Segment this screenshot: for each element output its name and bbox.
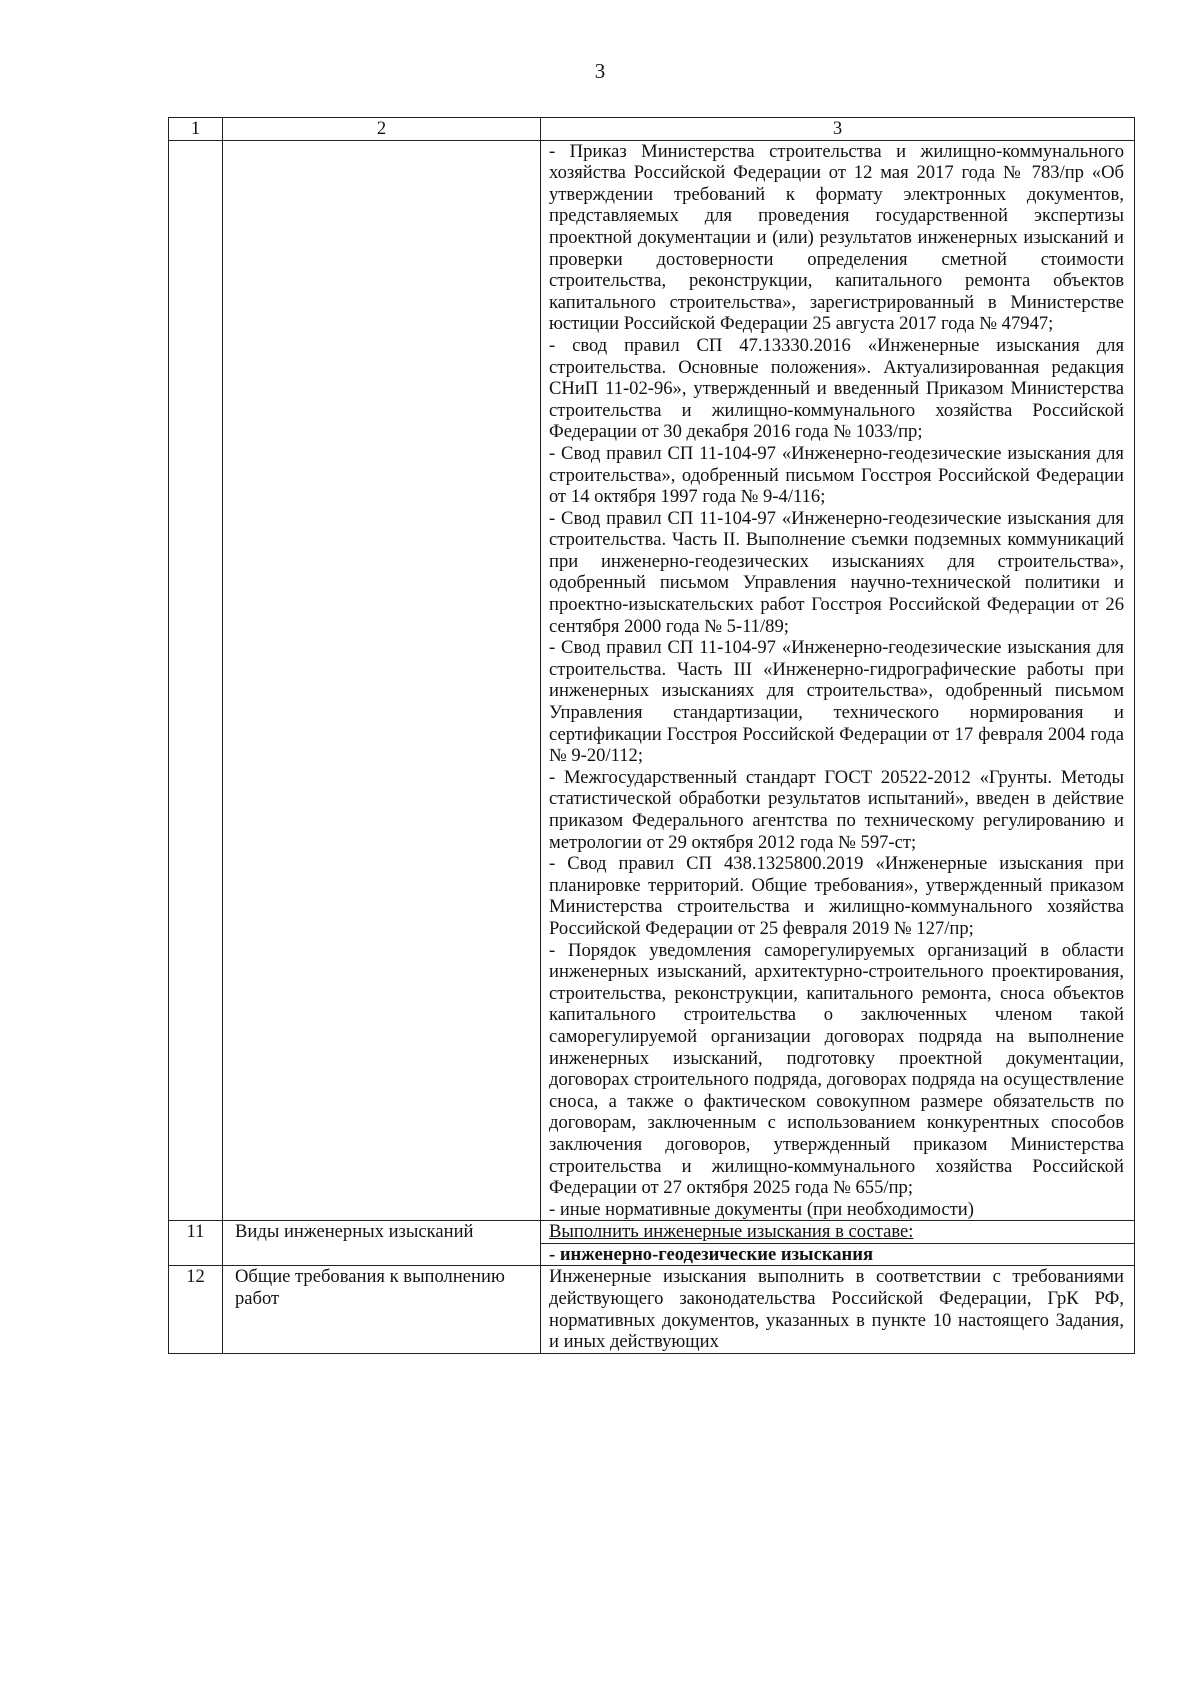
row-10-content-cell [541,140,1135,1221]
table-row-12 [169,1266,1135,1353]
header-col-1: 1 [169,118,223,141]
row-12-title: Общие требования к выполнению работ [223,1266,541,1353]
survey-type-item: - инженерно-геодезические изыскания [541,1243,1134,1266]
survey-composition-intro: Выполнить инженерные изыскания в составе: [549,1221,914,1243]
general-requirements-text: Инженерные изыскания выполнить в соответствии с требованиями действующего законодательства Российской Федерации, ГрК РФ, нормативных документов, указанных в пункте 10 настоящего Задания, и иных действующих [549,1266,1124,1353]
row-11-number: 11 [169,1221,223,1266]
regulation-paragraph: - Свод правил СП 11-104-97 «Инженерно-геодезические изыскания для строительства», одобренный письмом Госстроя Российской Федерации от 14 октября 1997 года № 9-4/116; [549,442,1124,508]
requirements-table [168,117,1135,1354]
row-11-content [541,1221,1135,1266]
regulation-paragraph: - иные нормативные документы (при необходимости) [549,1198,974,1220]
header-col-2: 2 [223,118,541,141]
regulation-paragraph: - Межгосударственный стандарт ГОСТ 20522-2012 «Грунты. Методы статистической обработки результатов испытаний», введен в действие приказом Федерального агентства по техническому регулированию и метрологии от 29 октября 2012 года № 597-ст; [549,766,1124,853]
regulation-paragraph: - Порядок уведомления саморегулируемых организаций в области инженерных изысканий, архитектурно-строительного проектирования, строительства, реконструкции, капитального ремонта, сноса объектов капитального строительства о заключенных членом такой саморегулируемой организации договорах подряда на выполнение инженерных изысканий, подготовку проектной документации, договорах строительного подряда, договорах подряда на осуществление сноса, а также о фактическом совокупном размере обязательств по договорам, заключенным с использованием конкурентных способов заключения договоров, утвержденный приказом Министерства строительства и жилищно-коммунального хозяйства Российской Федерации от 27 октября 2025 года № 655/пр; [549,939,1124,1199]
header-col-3: 3 [541,118,1135,141]
row-12-content [541,1266,1135,1353]
row-11-title: Виды инженерных изысканий [223,1221,541,1266]
regulation-paragraph: - Приказ Министерства строительства и жилищно-коммунального хозяйства Российской Федерации от 12 мая 2017 года № 783/пр «Об утверждении требований к формату электронных документов, представляемых для проведения государственной экспертизы проектной документации и (или) результатов инженерных изысканий и проверки достоверности определения сметной стоимости строительства, реконструкции, капитального ремонта объектов капитального строительства», зарегистрированный в Министерстве юстиции Российской Федерации 25 августа 2017 года № 47947; [549,140,1124,335]
row-10-number-cell [169,140,223,1221]
regulation-paragraph: - Свод правил СП 11-104-97 «Инженерно-геодезические изыскания для строительства. Часть III «Инженерно-гидрографические работы при инженерных изысканиях для строительства», одобренный письмом Управления стандартизации, технического нормирования и сертификации Госстроя Российской Федерации от 17 февраля 2004 года № 9-20/112; [549,637,1124,767]
regulation-paragraph: - свод правил СП 47.13330.2016 «Инженерные изыскания для строительства. Основные положения». Актуализированная редакция СНиП 11-02-96», утвержденный и введенный Приказом Министерства строительства и жилищно-коммунального хозяйства Российской Федерации от 30 декабря 2016 года № 1033/пр; [549,334,1124,443]
regulation-paragraph: - Свод правил СП 438.1325800.2019 «Инженерные изыскания при планировке территорий. Общие требования», утвержденный приказом Министерства строительства и жилищно-коммунального хозяйства Российской Федерации от 25 февраля 2019 № 127/пр; [549,853,1124,939]
table-header-row [169,118,1135,141]
row-10-title-cell [223,140,541,1221]
row-12-number: 12 [169,1266,223,1353]
table-row-11 [169,1221,1135,1266]
page-number: 3 [594,59,606,83]
regulation-paragraph: - Свод правил СП 11-104-97 «Инженерно-геодезические изыскания для строительства. Часть II. Выполнение съемки подземных коммуникаций при инженерно-геодезических изысканиях для строительства», одобренный письмом Управления научно-технической политики и проектно-изыскательских работ Госстроя Российской Федерации от 26 сентября 2000 года № 5-11/89; [549,507,1124,637]
table-row-10-continued [169,140,1135,1221]
